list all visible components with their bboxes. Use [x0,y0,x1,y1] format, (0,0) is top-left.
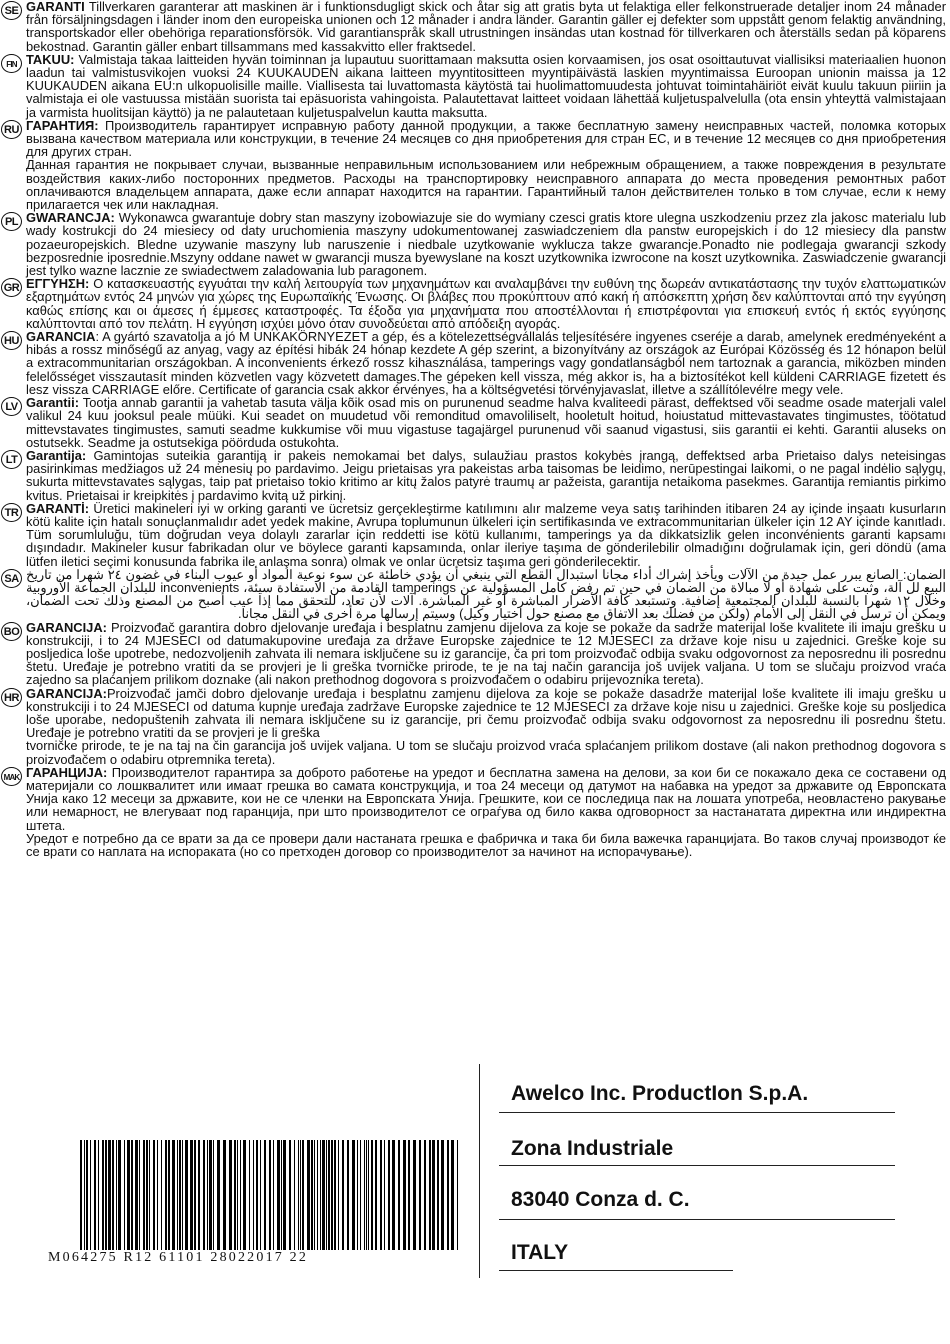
barcode-bar [368,1140,369,1250]
warranty-body: Proizvođač garantira dobro djelovanje uređaja i besplatnu zamjenu dijelova za koje se pokaže da sadrže materijal loše kvalitete ili imaju grešku u konstrukciji, i to 24 MJESECI od datumakupovine uređaja za države Europske zajednice te 12 MJESECI za države koje nisu u zajednici. Greške koje su posljedica loše upotrebe, nedozvoljenih zahvata ili nemara isključene su iz garancije, ča pri tom proizvođač odbija svaku odgovornost za neposrednu ili posrednu štetu. Uređaje je potrebno vratiti da se provjeri je li greška tvorničke prirode, te je na taj način garancija još uvijek valjana. U tom se slučaju proizvod vraća zajedno sa plaćanjem prilikom doznake (ali nakon prethodnog dogovora s proizvođačem o odabiru prijevoznika tereta). [26,619,946,688]
barcode-bar [172,1140,175,1250]
warranty-body: Gamintojas suteikia garantiją ir pakeis nemokamai bet dalys, sulaužiau prastos kokybės įrangą, deffektsed arba Prietaiso dalys neteisingas pasirinkimas medžiagos už 24 mėnesių po pardavimo. Jeigu prietaisas yra pakeistas arba taisomas be leidimo, nerūpestingai laikomi, o ne pagal indėlio sąlygų, sukurta mittevstavates sąlygas, taip pat prietaiso tokio kritimo ar kitų žalos patyrė traumų ar pažeista, garantija netaikoma pasekmes. Garantija remiantis pirkimo kvitus. Prietaisai ir kreipkitės į pardavimo kvitą už pirkinį. [26,447,946,503]
company-name: Awelco Inc. ProductIon S.p.A. [511,1082,809,1105]
barcode-bar [131,1140,133,1250]
address-city: 83040 Conza d. C. [511,1188,690,1211]
warranty-section-lv [0,396,950,449]
warranty-extra: Данная гарантия не покрывает случаи, вызванные неправильным использованием или небрежным обращением, а также повреждения в результате воздействия каких-либо посторонних предметов. Расходы на транспортировку неисправного аппарата до места проведения ремонтных работ оплачиваются владельцем аппарата, даже если аппарат находится на гарантии. Гарантийный талон действителен только в том случае, если к нему прилагается чек или накладная. [26,157,946,213]
barcode-bar [408,1140,410,1250]
barcode-bar [326,1140,327,1250]
warranty-body: الضمان: الصانع يبرر عمل جيدة من الآلات ويأخذ إشراك أداء مجانا استبدال القطع التي ينبغي أن يؤدي خاطئة عن سوء نوعية المواد أو عيوب البناء في غضون ٢٤ شهرا من تاريخ البيع لل آلة، وثبت على شهادة أو لا مبالاة من الضمان في حين تم رفض كامل المسؤولية عن tamperings القادمة من الاستفادة سيئة، inconvenients للبلدان الجماعة الأوروبية وخلال ١٢ شهرا بالنسبة للبلدان المجتمعية إضافية. وتستبعد كافة الأضرار المباشرة أو غير المباشرة. آلات لأن تعاد، للتحقق مما إذا عيب أصبح من المصنع وذلك تحت الضمان، ويمكن أن ترسل في النقل إلى الأمام (ولكن من فضلك بعد الاتفاق مع مصنع حول اختيار وكيل) وسيتم إرسالها مرة أخرى في النقل مجانا. [26,566,946,622]
warranty-section-gr [0,277,950,330]
barcode-bar [269,1140,271,1250]
barcode-bar [388,1140,390,1250]
warranty-body: Tillverkaren garanterar att maskinen är i funktionsdugligt skick och åtar sig att gratis byta ut felaktiga eller felkonstruerade detaljer inom 24 månader från försäljningsdagen i länder inom den europeiska unionen och 12 månader i andra länder. Garantin gäller ej defekter som uppstått genom felaktig användning, transportskador eller obehöriga reparationsförsök. Vid garantianspråk skall utrustningen insändas utan kostnad för tillverkaren och återställs sedan på köparens bekostnad. Garantin gäller enbart tillsammans med kassakvitto eller fraktsedel. [26,0,946,54]
language-badge: RU [1,120,22,139]
warranty-text [26,0,946,53]
barcode-bar [182,1140,183,1250]
barcode-bar [112,1140,114,1250]
underline-3 [499,1219,895,1220]
barcode-bar [194,1140,196,1250]
language-badge: GR [1,278,22,297]
barcode-bar [207,1140,208,1250]
underline-4 [499,1270,733,1271]
barcode-bar [429,1140,431,1250]
barcode-bar [338,1140,339,1250]
barcode-bar [256,1140,258,1250]
warranty-section-mak [0,766,950,858]
address-country: ITALY [511,1241,569,1264]
warranty-body: Proizvođač jamči dobro djelovanje uređaja i besplatnu zamjenu dijelova za koje se pokaže dasadrže materijal loše kvalitete ili imaju grešku u konstrukciji i to 24 MJESECI od datuma kupnje uređaja zadržave Europske zajednice te 12 MJESECI za države koje nisu u zajednici. Greške koje su posljedica loše uporabe, nedopuštenih zahvata ili nemara isključene su iz garancije, pri čemu proizvođač odbija svaku odgovornost za neposrednu ili posrednu štetu. Uređaje je potrebno vratiti da se provjeri je li greška [26,685,946,741]
barcode-bar [437,1140,439,1250]
warranty-text [26,568,946,621]
barcode-bar [108,1140,111,1250]
warranty-heading: Garantii: [26,395,80,411]
warranty-section-pl [0,211,950,277]
barcode-bar [264,1140,266,1250]
warranty-text [26,330,946,396]
barcode-bar [237,1140,238,1250]
barcode-bar [277,1140,280,1250]
barcode-bar [413,1140,416,1250]
barcode-bar [398,1140,400,1250]
barcode-bar [198,1140,200,1250]
barcode-bar [260,1140,261,1250]
barcode-bar [185,1140,188,1250]
underline-2 [499,1165,895,1166]
warranty-body: Tootja annab garantii ja vahetab tasuta välja kõik osad mis on purunenud seadme halva kvaliteedi pärast, deffektsed või seadme osade materjali valel valikul 24 kuu jooksul peale müüki. Kui seadet on muudetud või remonditud omavoliliselt, hooletult hoitud, hoiustatud mittevastavates tingimustes, töötatud mittevstavates tingimustes, samuti seadme kukkumise või muu vigastuse tagajärgel purunenud või saanud vigastusi, siis garantii ei kehti. Garantii aluseks on ostutsekk. Seadme ja ostutsekiga pöörduda ostukohta. [26,395,946,450]
barcode-bar [366,1140,367,1250]
barcode-bar [243,1140,246,1250]
barcode-bar [90,1140,91,1250]
barcode-bar [289,1140,291,1250]
barcode-bar [213,1140,214,1250]
barcode-bar [253,1140,254,1250]
barcode-bar [135,1140,138,1250]
barcode-bar [371,1140,373,1250]
warranty-text [26,53,946,119]
warranty-body: Производитель гарантирует исправную работу данной продукции, а также бесплатную замену неисправных частей, поломка которых вызвана качеством материала или конструкции, в течение 24 месяцев со дня приобретения для стран ЕС, и в течение 12 месяцев со дня приобретения для других стран. [26,117,946,160]
warranty-heading: GWARANCJA: [26,210,115,226]
warranty-section-lt [0,449,950,502]
warranty-heading: GARANTI [26,0,85,14]
barcode-number: M064275 R12 61101 28022017 22 [48,1250,309,1265]
barcode-bar [432,1140,435,1250]
barcode-bar [364,1140,365,1250]
barcode-bar [165,1140,167,1250]
warranty-text [26,687,946,740]
barcode-bar [352,1140,355,1250]
warranty-section-se [0,0,950,53]
barcode-bar [223,1140,226,1250]
warranty-text [26,449,946,502]
barcode-bar [457,1140,458,1250]
warranty-heading: GARANCIA [26,329,96,345]
warranty-section-ru [0,119,950,211]
language-badge: HR [1,688,22,707]
barcode-bar [179,1140,181,1250]
warranty-body: Производителот гарантира за доброто работење на уредот и бесплатна замена на делови, за кои би се покажало дека се составени од материјали со лошквалитет или имаат грешка во самата конструкција, и тоа 24 месеци од датумот на набавка на уредот за државите од Европската Унија како 12 месеци за државите, кои не се членки на Европската Унија. Грешките, кои се последица пак на лошата употреба, неовластено ракување или немарност, не влегуваат под гаранција, при што производителот се ограѓува од било каква одговорност за настанатата директна или индиректна штета. [26,764,946,833]
address-street: Zona Industriale [511,1137,674,1160]
barcode-bar [139,1140,140,1250]
warranty-text [26,396,946,449]
barcode-bar [149,1140,150,1250]
warranty-heading: GARANCIJA: [26,685,107,701]
barcode-bar [143,1140,145,1250]
barcode-bar [86,1140,88,1250]
barcode-bar [347,1140,349,1250]
barcode-bar [392,1140,395,1250]
warranty-body: Üretici makineleri iyi w orking garanti ve ücretsiz gerçekleştirme katılımını alır malzeme veya satış tarihinden itibaren 24 ay içinde inşaatı kusurların kötü kalite için hatalı sonuçlanmalıdır adet yedek makine, Avrupa toplumunun ülkeleri için sertifikasında ve extracommunitarian ülkeler için 12 AY içinde kanıtladı. Tüm sorumluluğu, tüm doğrudan veya dolaylı zararlar için reddetti ise kötü kullanımı, tamperings ya da dikkatsizlik gelen inconvénients garanti kapsamı dışındadır. Makineler kusur fabrikadan olur ve böylece garanti kapsamında, onlar ileriye taşıma de gönderilebilir olmadığını doğrulamak için, geri döndü (ama lütfen iletici seçimi konusunda fabrika ile anlaşma sonra) olmak ve onlar ücretsiz taşıma geri gönderilecektir. [26,500,946,569]
barcode-bar [209,1140,212,1250]
warranty-text [26,621,946,687]
warranty-heading: ΕΓΓΥΗΣΗ: [26,276,90,292]
warranty-text [26,119,946,159]
barcode-bar [320,1140,321,1250]
barcode-bar [98,1140,99,1250]
warranty-body: Ο κατασκευαστής εγγυάται την καλή λειτουργία των μηχανημάτων και αναλαμβάνει την ευθύνη της δωρεάν αντικατάστασης την τυχόν ελαττωματικών εξαρτημάτων εντός 24 μηνών για χώρες της Ευρωπαϊκής Ένωσης. Οι βλάβες που προκύπτουν από κακή ή απόσκεπτη χρήση δεν καλύπτονται από την εγγύηση καθώς επίσης και οι άμεσες ή έμμεσες καταστροφές. Τα έξοδα για μηχανήματα που αποστέλλονται ή επιστρέφονται για επισκευή εντός ή εκτός εγγύησης καλύπτονται από τον πελάτη. Η εγγύηση ισχύει μόνο όταν συνοδεύεται από απόδειξη αγοράς. [26,276,946,331]
barcode-bar [157,1140,158,1250]
barcode-bar [102,1140,104,1250]
warranty-section-bo [0,621,950,687]
language-badge: SE [1,1,22,20]
barcode-bar [311,1140,313,1250]
warranty-text [26,766,946,832]
language-badge: SA [1,569,22,588]
barcode-bar [146,1140,148,1250]
barcode-bar [84,1140,85,1250]
warranty-body: : A gyártó szavatolja a jó M UNKAKÖRNYEZET a gép, és a kötelezettségvállalás teljesítésére ingyenes cseréje a darab, amelynek eredményeként a hibás a rossz minőségű az anyag, vagy az építési hibák 24 hónap kezdete A gép szerint, a bizonyítvány az országok az Európai Közösség és 12 hónapon belül a extracommunitarian országokban. A inconvenients érkező rossz kihasználása, tamperings vagy gondatlanságból nem tartoznak a garancia, miközben minden felelősséget visszautasít minden közvetlen vagy közvetett damages.The gépeken kell vissza, még akkor is, ha a biztosítékot kell küldeni CARRIAGE fizetett és lesz vissza CARRIAGE előre. Certificate of garancia csak akkor érvényes, ha a költségvetési törvényjavaslat, illetve a szállítólevélre megy vele. [26,329,946,397]
barcode-bar [328,1140,330,1250]
barcode-bar [317,1140,318,1250]
warranty-body: Wykonawca gwarantuje dobry stan maszyny izobowiazuje sie do wymiany czesci gratis ktore ulegna uszkodzeniu przez zla jakosc materialu lub wady kostrukcji do 24 miesiecy od daty uruchomienia maszyny udokumentowanej zaswiadczeniem dla panstw europejskich i do 12 miesiecy dla panstw pozaeuropejskich. Bledne uzywanie maszyny lub naruszenie i niedbale uzytkowanie wyklucza takze gwarancje.Ponadto nie podlegaja gwarancji szkody bezposrednie iposrednie.Mszyny oddane nawet w gwarancji musza byewyslane na koszt uzytkownika izwrocone na koszt uzytkownika. Zaswiadczenie gwarancji jest tylko wazne lacznie ze swiadectwem zaladowania lub paragonem. [26,210,946,279]
barcode-bar [80,1140,82,1250]
barcode-bar [314,1140,315,1250]
warranty-section-sa [0,568,950,621]
warranty-extra: tvorničke prirode, te je na taj na čin garancija još uvijek valjana. U tom se slučaju proizvod vraća splaćanjem prilikom dostave (ali nakon prethodnog dogovora s proizvođačem o odabiru otpremnika tereta). [26,738,946,767]
barcode-bar [273,1140,274,1250]
barcode-bar [360,1140,361,1250]
divider-line [479,1064,480,1278]
warranty-text [26,277,946,330]
barcode-bar [298,1140,299,1250]
barcode-bar [240,1140,241,1250]
barcode-bar [283,1140,286,1250]
barcode [80,1140,460,1250]
warranty-heading: ГАРАНЦИЈА: [26,764,108,780]
language-badge: PL [1,212,22,231]
barcode-bar [127,1140,130,1250]
barcode-bar [281,1140,282,1250]
warranty-text [26,502,946,568]
warranty-heading: GARANCIJA: [26,619,107,635]
language-badge: LV [1,397,22,416]
barcode-bar [161,1140,162,1250]
barcode-bar [331,1140,333,1250]
barcode-bar [105,1140,107,1250]
barcode-bar [177,1140,178,1250]
barcode-bar [168,1140,170,1250]
warranty-heading: GARANTİ: [26,500,90,516]
warranty-heading: ГАРАНТИЯ: [26,117,99,133]
warranty-heading: TAKUU: [26,51,75,67]
warranty-text [26,211,946,277]
barcode-bar [403,1140,406,1250]
barcode-bar [203,1140,205,1250]
barcode-bar [322,1140,325,1250]
barcode-bar [447,1140,449,1250]
barcode-bar [94,1140,96,1250]
barcode-bar [190,1140,193,1250]
barcode-bar [300,1140,301,1250]
language-badge: MAK [1,767,22,786]
barcode-bar [234,1140,236,1250]
warranty-section-tr [0,502,950,568]
barcode-bar [307,1140,310,1250]
barcode-bar [334,1140,336,1250]
barcode-bar [375,1140,377,1250]
warranty-heading: Garantija: [26,447,87,463]
underline-1 [499,1112,895,1113]
warranty-section-hu [0,330,950,396]
barcode-bar [441,1140,444,1250]
barcode-bar [124,1140,125,1250]
warranty-extra: Уредот е потребно да се врати за да се провери дали настаната грешка е фабричка и така би била важечка гаранцијата. Во таков случај производот ќе се врати со наплата на испораката (но со претходен договор со производителот за начинот на испорачување). [26,830,946,859]
barcode-bar [294,1140,295,1250]
barcode-bar [302,1140,304,1250]
barcode-bar [249,1140,250,1250]
barcode-bar [342,1140,344,1250]
barcode-bar [419,1140,421,1250]
barcode-bar [384,1140,385,1250]
warranty-section-hr [0,687,950,766]
warranty-section-fin [0,53,950,119]
language-badge: HU [1,331,22,350]
language-badge: TR [1,503,22,522]
barcode-bar [451,1140,454,1250]
barcode-bar [217,1140,220,1250]
barcode-bar [229,1140,232,1250]
barcode-bar [424,1140,426,1250]
barcode-bar [153,1140,155,1250]
language-badge: FIN [1,54,22,73]
language-badge: LT [1,450,22,469]
barcode-bar [380,1140,382,1250]
barcode-bar [118,1140,121,1250]
warranty-body: Valmistaja takaa laitteiden hyvän toiminnan ja lupautuu suorittamaan maksutta osien korvaamisen, jos osat osoittautuvat viallisiksi materiaalien huonon laadun tai valmistusvikojen vuoksi 24 KUUKAUDEN aikana laitteen myyntitositteen myyntipäivästä laskien myyntimaissa Euroopan unionin maissa ja 12 KUUKAUDEN aikana EU:n ulkopuolisille maille. Viallisesta tai luvattomasta käytöstä tai huolimattomuudesta johtuvat toimintahäiriöt eivät kuulu takuun piiriin ja valmistaja ei ole vastuussa mistään suorista tai epäsuorista vahingoista. Palautettavat laitteet voidaan lähettää kuljetuspalvelulla (ota ensin yhteyttä valmistajaan ja varmista huolitsijan käyttö) ja ne palautetaan kuljetuspalvelun kautta maksutta. [26,51,946,120]
barcode-bar [116,1140,117,1250]
language-badge: BO [1,622,22,641]
barcode-bar [357,1140,358,1250]
